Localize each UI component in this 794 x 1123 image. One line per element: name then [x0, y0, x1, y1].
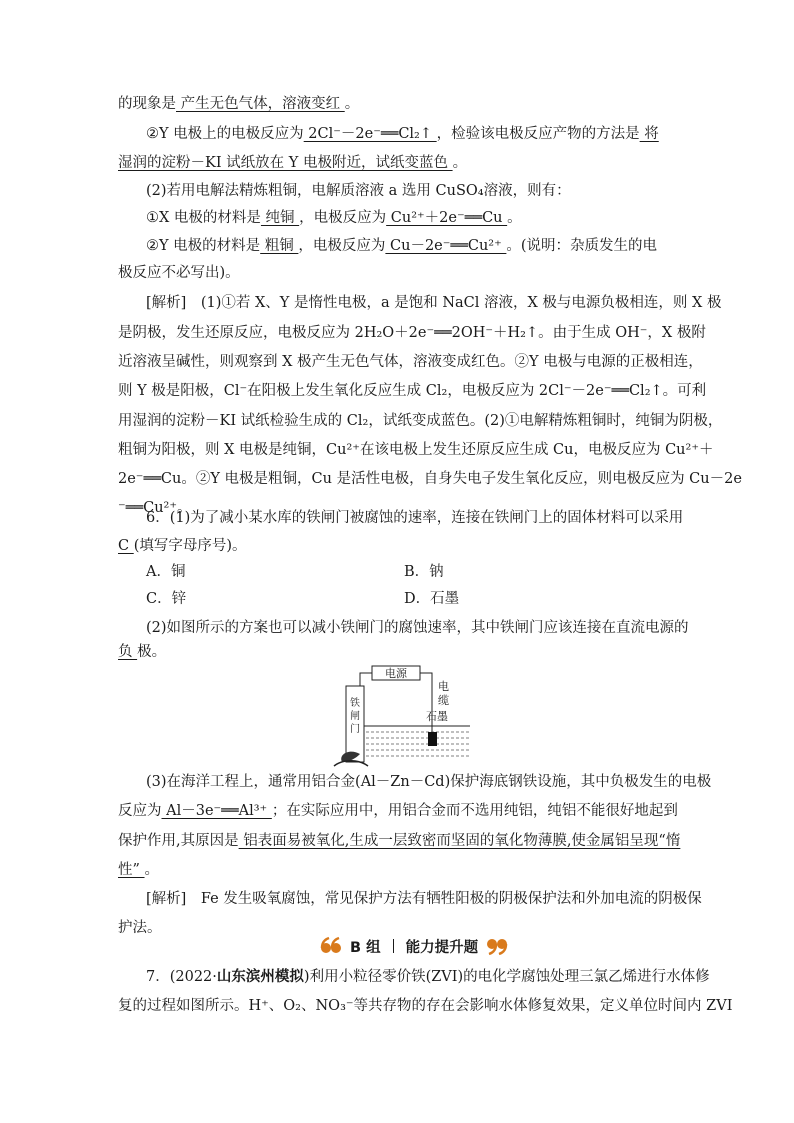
banner-title: 能力提升题	[405, 939, 479, 956]
answer-blank: 性”	[118, 862, 145, 878]
answer-line-phenomenon: 的现象是 产生无色气体，溶液变红 。	[118, 96, 360, 112]
answer-line-x-material: ①X 电极的材料是 纯铜 ，电极反应为 Cu²⁺＋2e⁻══Cu 。	[146, 210, 522, 226]
analysis-line: 是阴极，发生还原反应，电极反应为 2H₂O＋2e⁻══2OH⁻＋H₂↑。由于生成 OH⁻，X 极附	[118, 325, 706, 341]
analysis-line: 近溶液呈碱性，则观察到 X 极产生无色气体，溶液变成红色。②Y 电极与电源的正极相连，	[118, 354, 703, 370]
answer-blank: 产生无色气体，溶液变红	[176, 96, 345, 112]
banner-group-label: B 组	[350, 939, 381, 956]
answer-line-q6-3-end: 性” 。	[118, 862, 160, 878]
answer-line-q6-3: 反应为 Al－3e⁻══Al³⁺ ；在实际应用中，用铝合金而不选用纯铝，纯铝不能很好地起到	[118, 803, 678, 819]
graphite-label: 石墨	[426, 710, 448, 723]
answer-blank: 粗铜	[260, 238, 299, 254]
question-6-3-line: (3)在海洋工程上，通常用铝合金(Al－Zn－Cd)保护海底钢铁设施，其中负极发生的电极	[146, 774, 712, 790]
answer-line-y-material: ②Y 电极的材料是 粗铜 ，电极反应为 Cu－2e⁻══Cu²⁺ 。(说明：杂质发生的电	[146, 238, 658, 254]
option-a: A．铜	[146, 564, 186, 580]
answer-blank: C	[118, 538, 134, 554]
analysis-line: [解析] Fe 发生吸氧腐蚀，常见保护方法有牺牲阳极的阴极保护法和外加电流的阴极保	[146, 891, 702, 907]
water-body	[366, 732, 470, 756]
answer-line-q6-1: C (填写字母序号)。	[118, 538, 247, 554]
answer-blank: 2Cl⁻－2e⁻══Cl₂↑	[303, 126, 437, 142]
cable-label: 电	[438, 680, 449, 693]
analysis-line: 粗铜为阳极，则 X 电极是纯铜，Cu²⁺在该电极上发生还原反应生成 Cu，电极反应为 Cu²⁺＋	[118, 442, 714, 458]
question-7-line-2: 复的过程如图所示。H⁺、O₂、NO₃⁻等共存物的存在会影响水体修复效果，定义单位时间内 ZVI	[118, 998, 733, 1014]
iron-gate-protection-diagram	[320, 662, 480, 774]
answer-blank: Cu²⁺＋2e⁻══Cu	[386, 210, 508, 226]
analysis-line: ⁻══Cu²⁺。	[118, 500, 192, 516]
analysis-line: 护法。	[118, 920, 162, 936]
graphite-electrode	[428, 732, 437, 746]
iron-gate-label: 门	[350, 724, 360, 735]
option-b: B．钠	[404, 564, 444, 580]
power-source-label: 电源	[385, 667, 407, 680]
wire-right	[420, 673, 432, 732]
answer-blank: Al－3e⁻══Al³⁺	[161, 803, 272, 819]
answer-blank: 湿润的淀粉－KI 试纸放在 Y 电极附近，试纸变蓝色	[118, 155, 453, 171]
answer-blank: 将	[639, 126, 659, 142]
question-6-2-line: (2)如图所示的方案也可以减小铁闸门的腐蚀速率，其中铁闸门应该连接在直流电源的	[146, 620, 689, 636]
question-6-line: 6．(1)为了减小某水库的铁闸门被腐蚀的速率，连接在铁闸门上的固体材料可以采用	[146, 510, 684, 526]
analysis-line: [解析] (1)①若 X、Y 是惰性电极，a 是饱和 NaCl 溶液，X 极与电源负极相连，则 X 极	[146, 295, 722, 311]
cable-label: 缆	[438, 694, 449, 707]
iron-gate-label: 闸	[350, 711, 360, 722]
analysis-line: 则 Y 极是阳极，Cl⁻在阳极上发生氧化反应生成 Cl₂，电极反应为 2Cl⁻－2e⁻══Cl₂↑。可利	[118, 383, 707, 399]
answer-line-q6-2: 负 极。	[118, 644, 167, 660]
iron-gate-label: 铁	[350, 698, 360, 709]
analysis-line: 用湿润的淀粉－KI 试纸检验生成的 Cl₂，试纸变成蓝色。(2)①电解精炼粗铜时，纯铜为阴极，	[118, 413, 723, 429]
answer-line-q6-3-reason: 保护作用,其原因是 铝表面易被氧化,生成一层致密而坚固的氧化物薄膜,使金属铝呈现“惰	[118, 833, 681, 849]
quote-open-icon	[320, 936, 342, 956]
answer-blank: 铝表面易被氧化,生成一层致密而坚固的氧化物薄膜,使金属铝呈现“惰	[238, 833, 681, 849]
banner-divider	[393, 939, 394, 953]
answer-line-y-electrode: ②Y 电极上的电极反应为 2Cl⁻－2e⁻══Cl₂↑ ，检验该电极反应产物的方法是 将	[146, 126, 659, 142]
answer-line-test-method: 湿润的淀粉－KI 试纸放在 Y 电极附近，试纸变蓝色 。	[118, 155, 468, 171]
answer-blank: Cu－2e⁻══Cu²⁺	[385, 238, 507, 254]
quote-close-icon	[486, 936, 508, 956]
question-line: (2)若用电解法精炼粗铜，电解质溶液 a 选用 CuSO₄溶液，则有：	[146, 183, 571, 199]
answer-blank: 负	[118, 644, 133, 660]
analysis-line: 2e⁻══Cu。②Y 电极是粗铜，Cu 是活性电极，自身失电子发生氧化反应，则电极反应为 Cu－2e	[118, 471, 742, 487]
option-d: D．石墨	[404, 591, 460, 607]
source-label: 山东滨州模拟	[216, 968, 304, 985]
section-banner	[320, 934, 508, 958]
question-7-line: 7．(2022·山东滨州模拟)利用小粒径零价铁(ZVI)的电化学腐蚀处理三氯乙烯进行水体修	[146, 968, 710, 985]
option-c: C．锌	[146, 591, 187, 607]
answer-blank: 纯铜	[260, 210, 300, 226]
text-line: 极反应不必写出)。	[118, 265, 240, 281]
